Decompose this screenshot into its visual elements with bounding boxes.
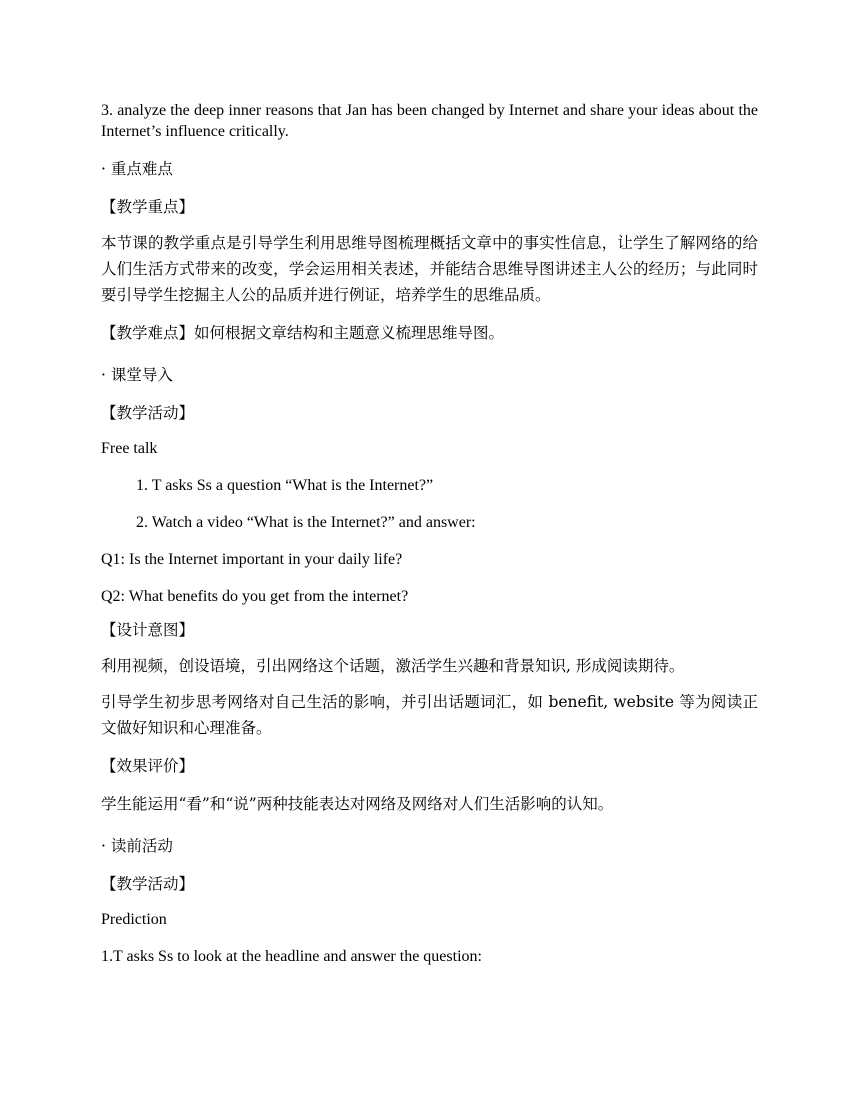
document-body	[101, 100, 758, 967]
question-1: Q1: Is the Internet important in your daily life?	[101, 551, 403, 568]
teaching-focus-header: 【教学重点】	[101, 198, 195, 216]
prediction-item-1: 1.T asks Ss to look at the headline and answer the question:	[101, 948, 482, 965]
design-intent-paragraph-1: 利用视频，创设语境，引出网络这个话题，激活学生兴趣和背景知识, 形成阅读期待。	[101, 657, 685, 675]
evaluation-header: 【效果评价】	[101, 757, 195, 775]
section-heading-lead-in: · 课堂导入	[101, 366, 173, 384]
free-talk-label: Free talk	[101, 440, 158, 457]
teaching-difficulty-paragraph: 【教学难点】如何根据文章结构和主题意义梳理思维导图。	[101, 324, 505, 342]
teaching-activities-header: 【教学活动】	[101, 404, 195, 422]
design-intent-header: 【设计意图】	[101, 621, 195, 639]
list-item: 1. T asks Ss a question “What is the Internet?”	[136, 477, 434, 494]
question-2: Q2: What benefits do you get from the internet?	[101, 588, 409, 605]
list-item: 2. Watch a video “What is the Internet?” and answer:	[136, 514, 476, 531]
section-heading-key-points: · 重点难点	[101, 160, 173, 178]
prediction-label: Prediction	[101, 911, 167, 928]
teaching-focus-paragraph: 本节课的教学重点是引导学生利用思维导图梳理概括文章中的事实性信息，让学生了解网络的给人们生活方式带来的改变，学会运用相关表述，并能结合思维导图讲述主人公的经历；与此同时要引导学生挖掘主人公的品质并进行例证，培养学生的思维品质。	[101, 234, 758, 304]
design-intent-paragraph-2: 引导学生初步思考网络对自己生活的影响，并引出话题词汇，如 benefit, website 等为阅读正文做好知识和心理准备。	[101, 693, 758, 737]
section-heading-pre-reading: · 读前活动	[101, 837, 173, 855]
evaluation-paragraph: 学生能运用“看”和“说”两种技能表达对网络及网络对人们生活影响的认知。	[101, 795, 614, 813]
objective-3-paragraph: 3. analyze the deep inner reasons that Jan has been changed by Internet and share your ideas about the Internet’s influence critically.	[101, 102, 758, 140]
teaching-activities-header-2: 【教学活动】	[101, 875, 195, 893]
